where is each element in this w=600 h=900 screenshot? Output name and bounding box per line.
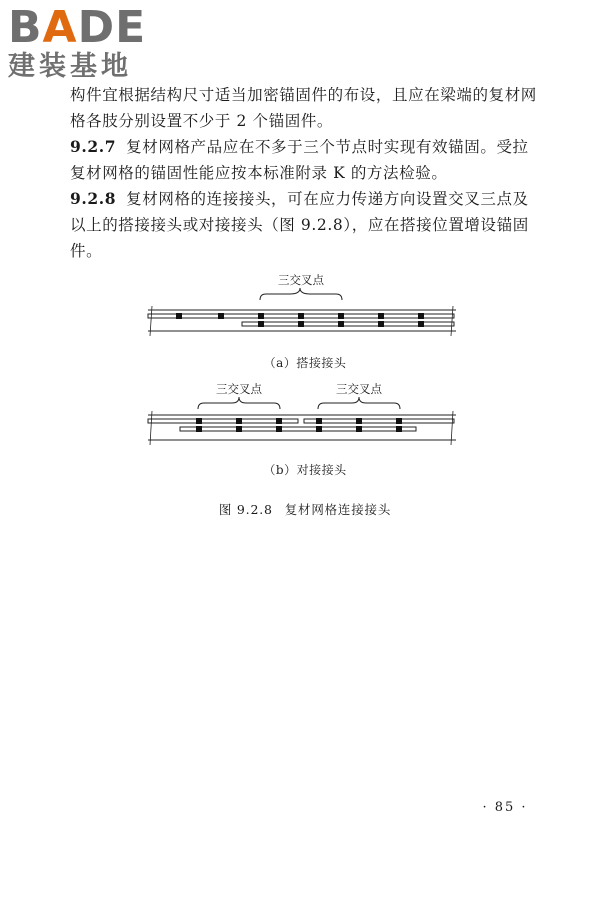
figure-title: [70, 500, 540, 518]
grid-node: [218, 313, 224, 319]
lap-joint-diagram: [140, 270, 470, 350]
paragraph-continued: [70, 82, 540, 134]
grid-node: [276, 426, 282, 432]
figure-9-2-8: [140, 270, 470, 478]
brace-left: [198, 397, 280, 409]
paragraph-9-2-8: [70, 186, 540, 264]
butt-joint-diagram: [140, 379, 470, 459]
brace-label-left: 三交叉点: [216, 382, 262, 396]
grid-node: [378, 313, 384, 319]
grid-node: [418, 321, 424, 327]
grid-node: [338, 313, 344, 319]
grid-node: [378, 321, 384, 327]
grid-node: [418, 313, 424, 319]
grid-node: [176, 313, 182, 319]
page-number: · 85 ·: [482, 800, 528, 815]
grid-node: [316, 418, 322, 424]
paragraph-9-2-7: [70, 134, 540, 186]
grid-node: [298, 321, 304, 327]
subfigure-b-caption: （b）对接接头: [263, 463, 347, 477]
brace-label: 三交叉点: [278, 273, 324, 287]
grid-node: [298, 313, 304, 319]
upper-grid-strip-right: [304, 419, 454, 423]
grid-node: [338, 321, 344, 327]
paragraph-text: 复材网格产品应在不多于三个节点时实现有效锚固。受拉复材网格的锚固性能应按本标准附录 K 的方法检验。: [70, 138, 529, 182]
grid-node: [316, 426, 322, 432]
body-text: [70, 82, 540, 264]
brace-label-right: 三交叉点: [336, 382, 382, 396]
logo-brand-cn: 建装基地: [8, 51, 132, 82]
grid-node: [258, 321, 264, 327]
logo-brand: BADE: [8, 2, 147, 53]
grid-node: [258, 313, 264, 319]
figure-number: 图 9.2.8: [218, 502, 273, 517]
grid-node: [196, 418, 202, 424]
grid-node: [276, 418, 282, 424]
grid-node: [196, 426, 202, 432]
clause-number: 9.2.8: [70, 189, 117, 208]
bade-logo: [8, 2, 178, 86]
grid-node: [356, 426, 362, 432]
grid-node: [236, 426, 242, 432]
paragraph-text: 复材网格的连接接头，可在应力传递方向设置交叉三点及以上的搭接接头或对接接头（图 9.2.8），应在搭接位置增设锚固件。: [70, 190, 529, 260]
subfigure-a-caption: （a）搭接接头: [263, 356, 347, 370]
brace: [260, 288, 342, 300]
grid-node: [396, 418, 402, 424]
paragraph-text: 构件宜根据结构尺寸适当加密锚固件的布设，且应在梁端的复材网格各肢分别设置不少于 2 个锚固件。: [70, 86, 537, 130]
upper-grid-strip-left: [148, 419, 298, 423]
figure-title-text: 复材网格连接接头: [284, 502, 392, 517]
grid-node: [236, 418, 242, 424]
clause-number: 9.2.7: [70, 137, 117, 156]
grid-node: [356, 418, 362, 424]
grid-node: [396, 426, 402, 432]
lower-splice-strip: [180, 427, 416, 431]
brace-right: [318, 397, 400, 409]
